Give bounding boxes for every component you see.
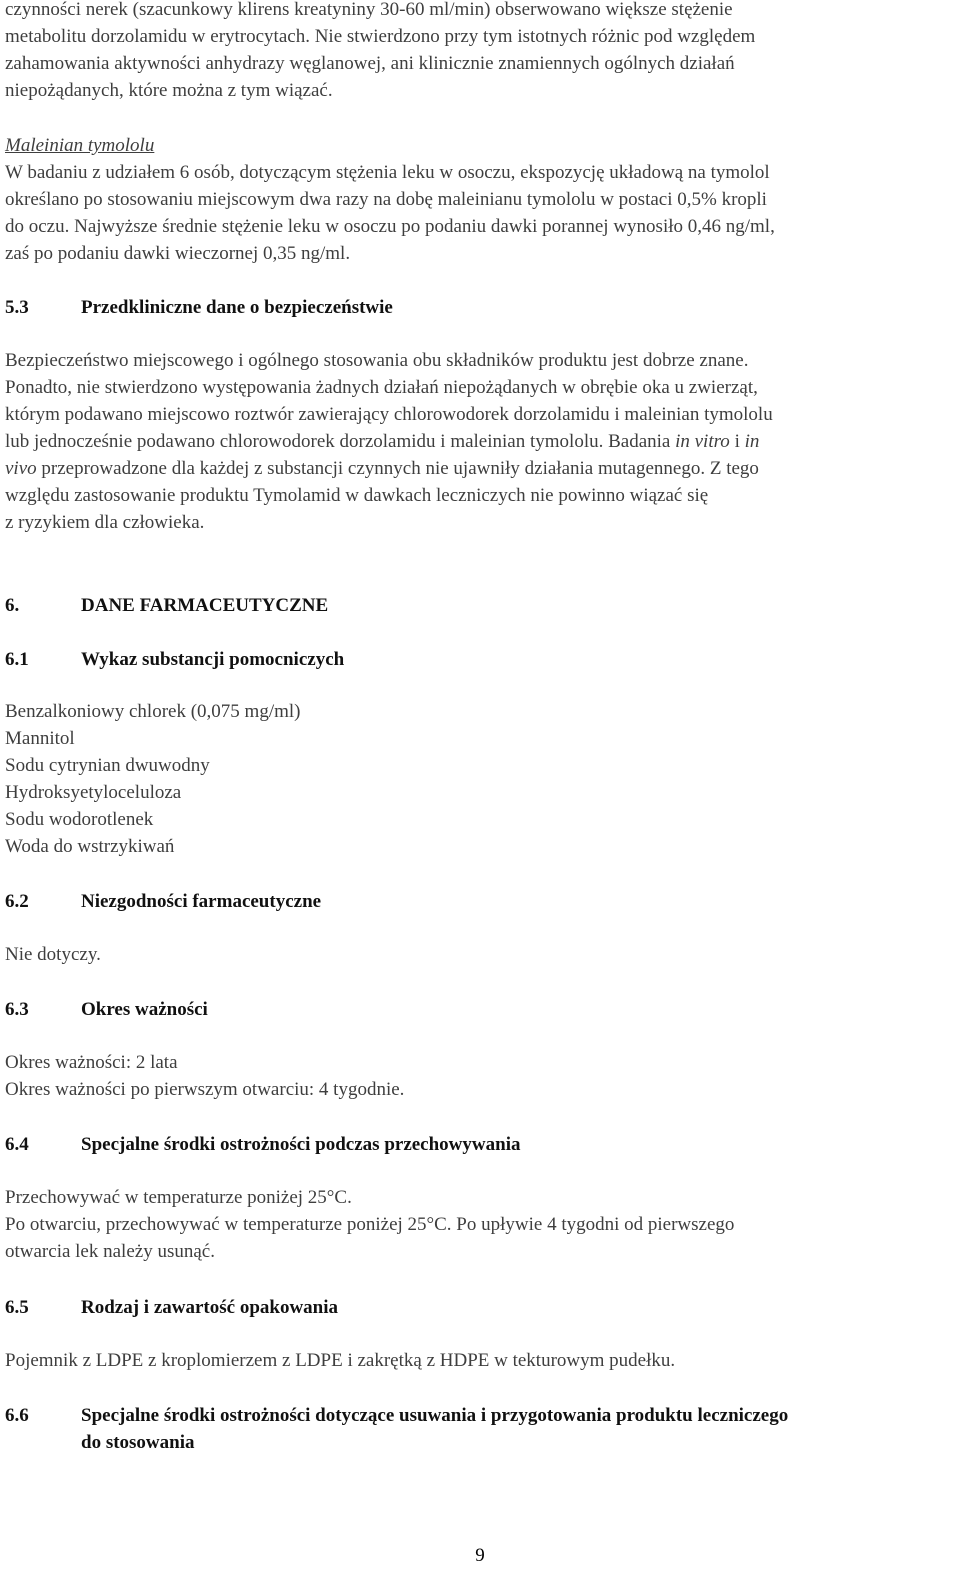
section-6-3-body (5, 1049, 960, 1103)
text-span: lub jednocześnie podawano chlorowodorek dorzolamidu i maleinian tymololu. Badania (5, 431, 676, 452)
timolol-section (5, 132, 960, 267)
body-line: Okres ważności po pierwszym otwarciu: 4 tygodnie. (5, 1079, 405, 1100)
intro-line: niepożądanych, które można z tym wiązać. (5, 80, 333, 101)
body-line: Nie dotyczy. (5, 944, 101, 965)
list-item: Sodu cytrynian dwuwodny (5, 755, 210, 776)
intro-line: czynności nerek (szacunkowy klirens kreatyniny 30-60 ml/min) obserwowano większe stężenie (5, 0, 733, 20)
section-6-heading (5, 592, 329, 619)
section-6-5-body (5, 1347, 960, 1374)
section-6-5-heading (5, 1294, 339, 1321)
list-item: Sodu wodorotlenek (5, 809, 154, 830)
text-span: przeprowadzone dla każdej z substancji czynnych nie ujawniły działania mutagennego. Z tego (36, 458, 759, 479)
body-line: Bezpieczeństwo miejscowego i ogólnego stosowania obu składników produktu jest dobrze znane. (5, 350, 749, 371)
body-line: Po otwarciu, przechowywać w temperaturze poniżej 25°C. Po upływie 4 tygodni od pierwszego (5, 1214, 735, 1235)
section-6-1-heading (5, 646, 345, 673)
intro-paragraph (5, 0, 960, 104)
section-title (81, 1402, 960, 1456)
section-number: 6. (5, 595, 20, 616)
page-number: 9 (475, 1545, 485, 1566)
section-6-6-heading (5, 1402, 789, 1453)
timolol-subheading: Maleinian tymololu (5, 135, 155, 156)
section-6-3-heading (5, 996, 208, 1023)
section-title: Rodzaj i zawartość opakowania (81, 1297, 339, 1318)
body-line: Okres ważności: 2 lata (5, 1052, 178, 1073)
section-title-line: do stosowania (81, 1432, 195, 1453)
intro-line: metabolitu dorzolamidu w erytrocytach. Nie stwierdzono przy tym istotnych różnic pod względem (5, 26, 756, 47)
section-6-2-body (5, 941, 960, 968)
italic-term: in (744, 431, 760, 452)
body-line: Przechowywać w temperaturze poniżej 25°C. (5, 1187, 352, 1208)
intro-line: zahamowania aktywności anhydrazy węglanowej, ani klinicznie znamiennych ogólnych działań (5, 53, 735, 74)
section-number: 6.1 (5, 649, 29, 670)
section-number: 6.3 (5, 999, 29, 1020)
body-line: Ponadto, nie stwierdzono występowania żadnych działań niepożądanych w obrębie oka u zwierząt, (5, 377, 758, 398)
body-line: którym podawano miejscowo roztwór zawierający chlorowodorek dorzolamidu i maleinian tymololu (5, 404, 773, 425)
section-title: Niezgodności farmaceutyczne (81, 891, 322, 912)
body-line: z ryzykiem dla człowieka. (5, 512, 205, 533)
section-title: Wykaz substancji pomocniczych (81, 649, 345, 670)
section-title: Specjalne środki ostrożności podczas przechowywania (81, 1134, 521, 1155)
timolol-line: do oczu. Najwyższe średnie stężenie leku w osoczu po podaniu dawki porannej wynosiło 0,46 ng/ml, (5, 216, 775, 237)
section-number: 6.4 (5, 1134, 29, 1155)
list-item: Mannitol (5, 728, 75, 749)
section-title: DANE FARMACEUTYCZNE (81, 595, 329, 616)
list-item: Woda do wstrzykiwań (5, 836, 175, 857)
list-item: Benzalkoniowy chlorek (0,075 mg/ml) (5, 701, 301, 722)
body-line: Pojemnik z LDPE z kroplomierzem z LDPE i zakrętką z HDPE w tekturowym pudełku. (5, 1350, 676, 1371)
section-title-line: Specjalne środki ostrożności dotyczące usuwania i przygotowania produktu leczniczego (81, 1405, 789, 1426)
italic-term: in vitro (675, 431, 730, 452)
body-line (5, 455, 960, 482)
section-5-3-body (5, 347, 960, 536)
section-title: Przedkliniczne dane o bezpieczeństwie (81, 297, 393, 318)
body-line (5, 428, 960, 455)
excipients-list (5, 698, 960, 860)
timolol-line: zaś po podaniu dawki wieczornej 0,35 ng/ml. (5, 243, 351, 264)
section-number: 5.3 (5, 297, 29, 318)
section-5-3-heading (5, 294, 393, 321)
section-number: 6.5 (5, 1297, 29, 1318)
list-item: Hydroksyetyloceluloza (5, 782, 182, 803)
timolol-line: określano po stosowaniu miejscowym dwa razy na dobę maleinianu tymololu w postaci 0,5% kropli (5, 189, 767, 210)
body-line: względu zastosowanie produktu Tymolamid w dawkach leczniczych nie powinno wiązać się (5, 485, 709, 506)
section-6-4-heading (5, 1131, 521, 1158)
section-number: 6.2 (5, 891, 29, 912)
section-6-2-heading (5, 888, 322, 915)
timolol-line: W badaniu z udziałem 6 osób, dotyczącym stężenia leku w osoczu, ekspozycję układową na tymolol (5, 162, 770, 183)
section-6-4-body (5, 1184, 960, 1265)
section-number: 6.6 (5, 1405, 29, 1426)
body-line: otwarcia lek należy usunąć. (5, 1241, 215, 1262)
italic-term: vivo (5, 458, 37, 479)
section-title: Okres ważności (81, 999, 208, 1020)
text-span: i (729, 431, 745, 452)
